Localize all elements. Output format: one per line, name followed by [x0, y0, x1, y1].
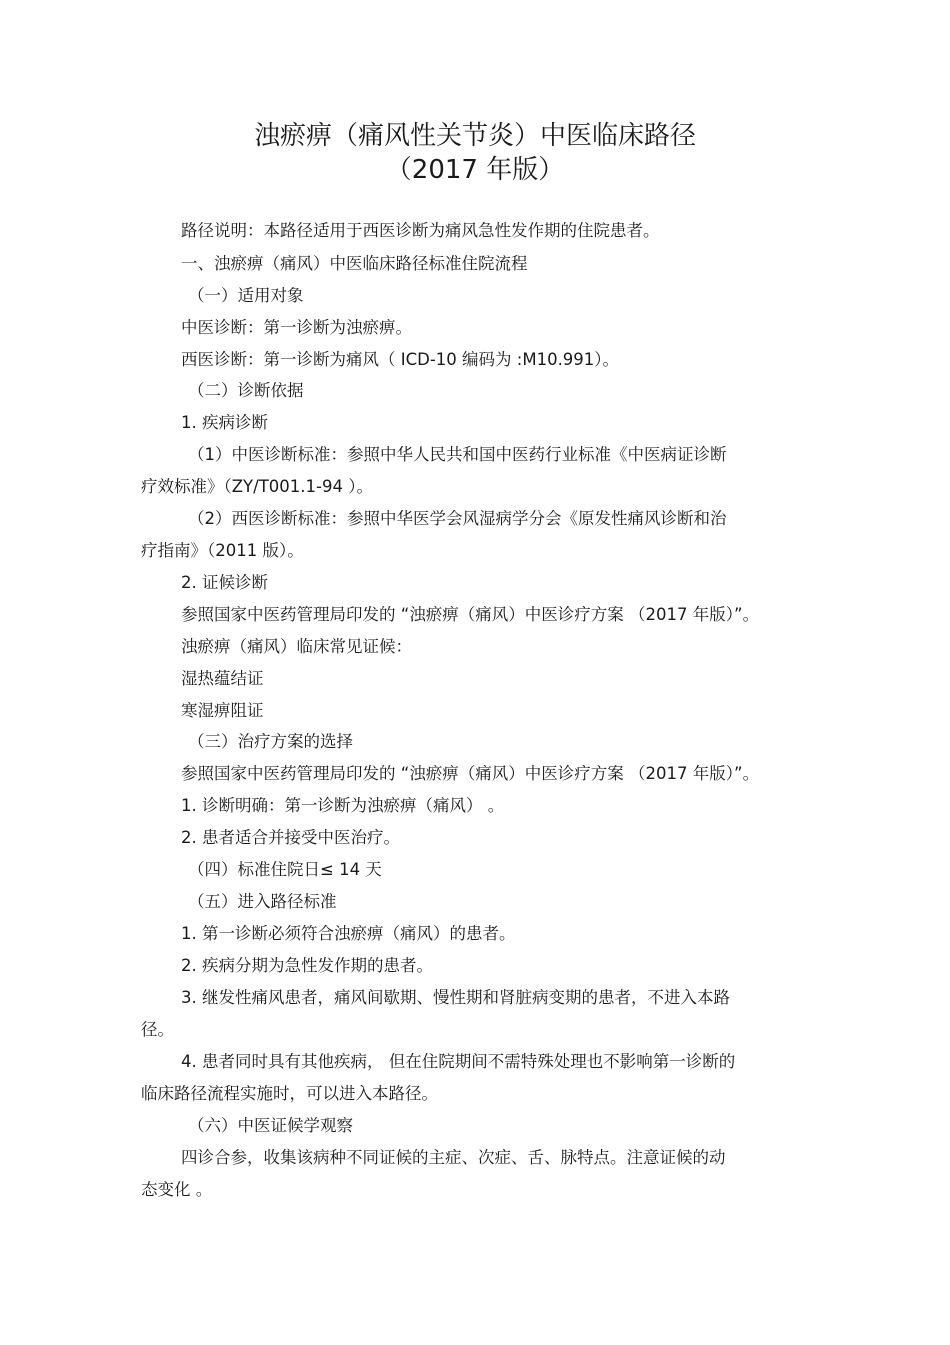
- subsection-heading-5: （五）进入路径标准: [188, 892, 337, 911]
- item-syndrome-diagnosis: 2. 证候诊断: [181, 573, 268, 592]
- syndrome-reference-line: 参照国家中医药管理局印发的 “浊瘀痹（痛风）中医诊疗方案 （2017 年版）”。: [181, 605, 760, 624]
- entry-criteria-2: 2. 疾病分期为急性发作期的患者。: [181, 956, 433, 975]
- treatment-reference-line: 参照国家中医药管理局印发的 “浊瘀痹（痛风）中医诊疗方案 （2017 年版）”。: [181, 764, 760, 783]
- treatment-item-1: 1. 诊断明确：第一诊断为浊瘀痹（痛风） 。: [181, 796, 505, 815]
- tcm-standard-line: （1）中医诊断标准：参照中华人民共和国中医药行业标准《中医病证诊断: [188, 445, 727, 464]
- document-subtitle-edition: （2017 年版）: [385, 155, 565, 185]
- entry-criteria-4-continued: 临床路径流程实施时，可以进入本路径。: [141, 1084, 438, 1103]
- western-diagnosis-line: 西医诊断：第一诊断为痛风（ ICD-10 编码为 :M10.991）。: [181, 350, 620, 369]
- item-disease-diagnosis: 1. 疾病诊断: [181, 413, 268, 432]
- path-description: 路径说明：本路径适用于西医诊断为痛风急性发作期的住院患者。: [181, 221, 660, 240]
- western-standard-continued: 疗指南》（2011 版）。: [141, 541, 304, 560]
- syndrome-observation-continued: 态变化 。: [141, 1180, 213, 1199]
- entry-criteria-1: 1. 第一诊断必须符合浊瘀痹（痛风）的患者。: [181, 924, 516, 943]
- entry-criteria-4: 4. 患者同时具有其他疾病， 但在住院期间不需特殊处理也不影响第一诊断的: [181, 1052, 736, 1071]
- western-standard-line: （2）西医诊断标准：参照中华医学会风湿病学分会《原发性痛风诊断和治: [188, 509, 727, 528]
- section-heading-1: 一、浊瘀痹（痛风）中医临床路径标准住院流程: [181, 254, 528, 273]
- document-title: 浊瘀痹（痛风性关节炎）中医临床路径: [253, 121, 696, 151]
- subsection-heading-4: （四）标准住院日≤ 14 天: [188, 860, 382, 879]
- common-syndromes-heading: 浊瘀痹（痛风）临床常见证候：: [181, 637, 412, 656]
- tcm-diagnosis-line: 中医诊断：第一诊断为浊瘀痹。: [181, 318, 412, 337]
- syndrome-damp-heat: 湿热蕴结证: [181, 669, 264, 688]
- subsection-heading-2: （二）诊断依据: [188, 381, 304, 400]
- subsection-heading-3: （三）治疗方案的选择: [188, 732, 353, 751]
- subsection-heading-6: （六）中医证候学观察: [188, 1116, 353, 1135]
- tcm-standard-continued: 疗效标准》（ZY/T001.1-94 ）。: [141, 477, 373, 496]
- treatment-item-2: 2. 患者适合并接受中医治疗。: [181, 828, 400, 847]
- syndrome-observation-line: 四诊合参，收集该病种不同证候的主症、次症、舌、脉特点。注意证候的动: [181, 1148, 726, 1167]
- syndrome-cold-damp: 寒湿痹阻证: [181, 701, 264, 720]
- subsection-heading-1: （一）适用对象: [188, 286, 304, 305]
- entry-criteria-3: 3. 继发性痛风患者，痛风间歇期、慢性期和肾脏病变期的患者，不进入本路: [181, 988, 730, 1007]
- entry-criteria-3-continued: 径。: [141, 1020, 174, 1039]
